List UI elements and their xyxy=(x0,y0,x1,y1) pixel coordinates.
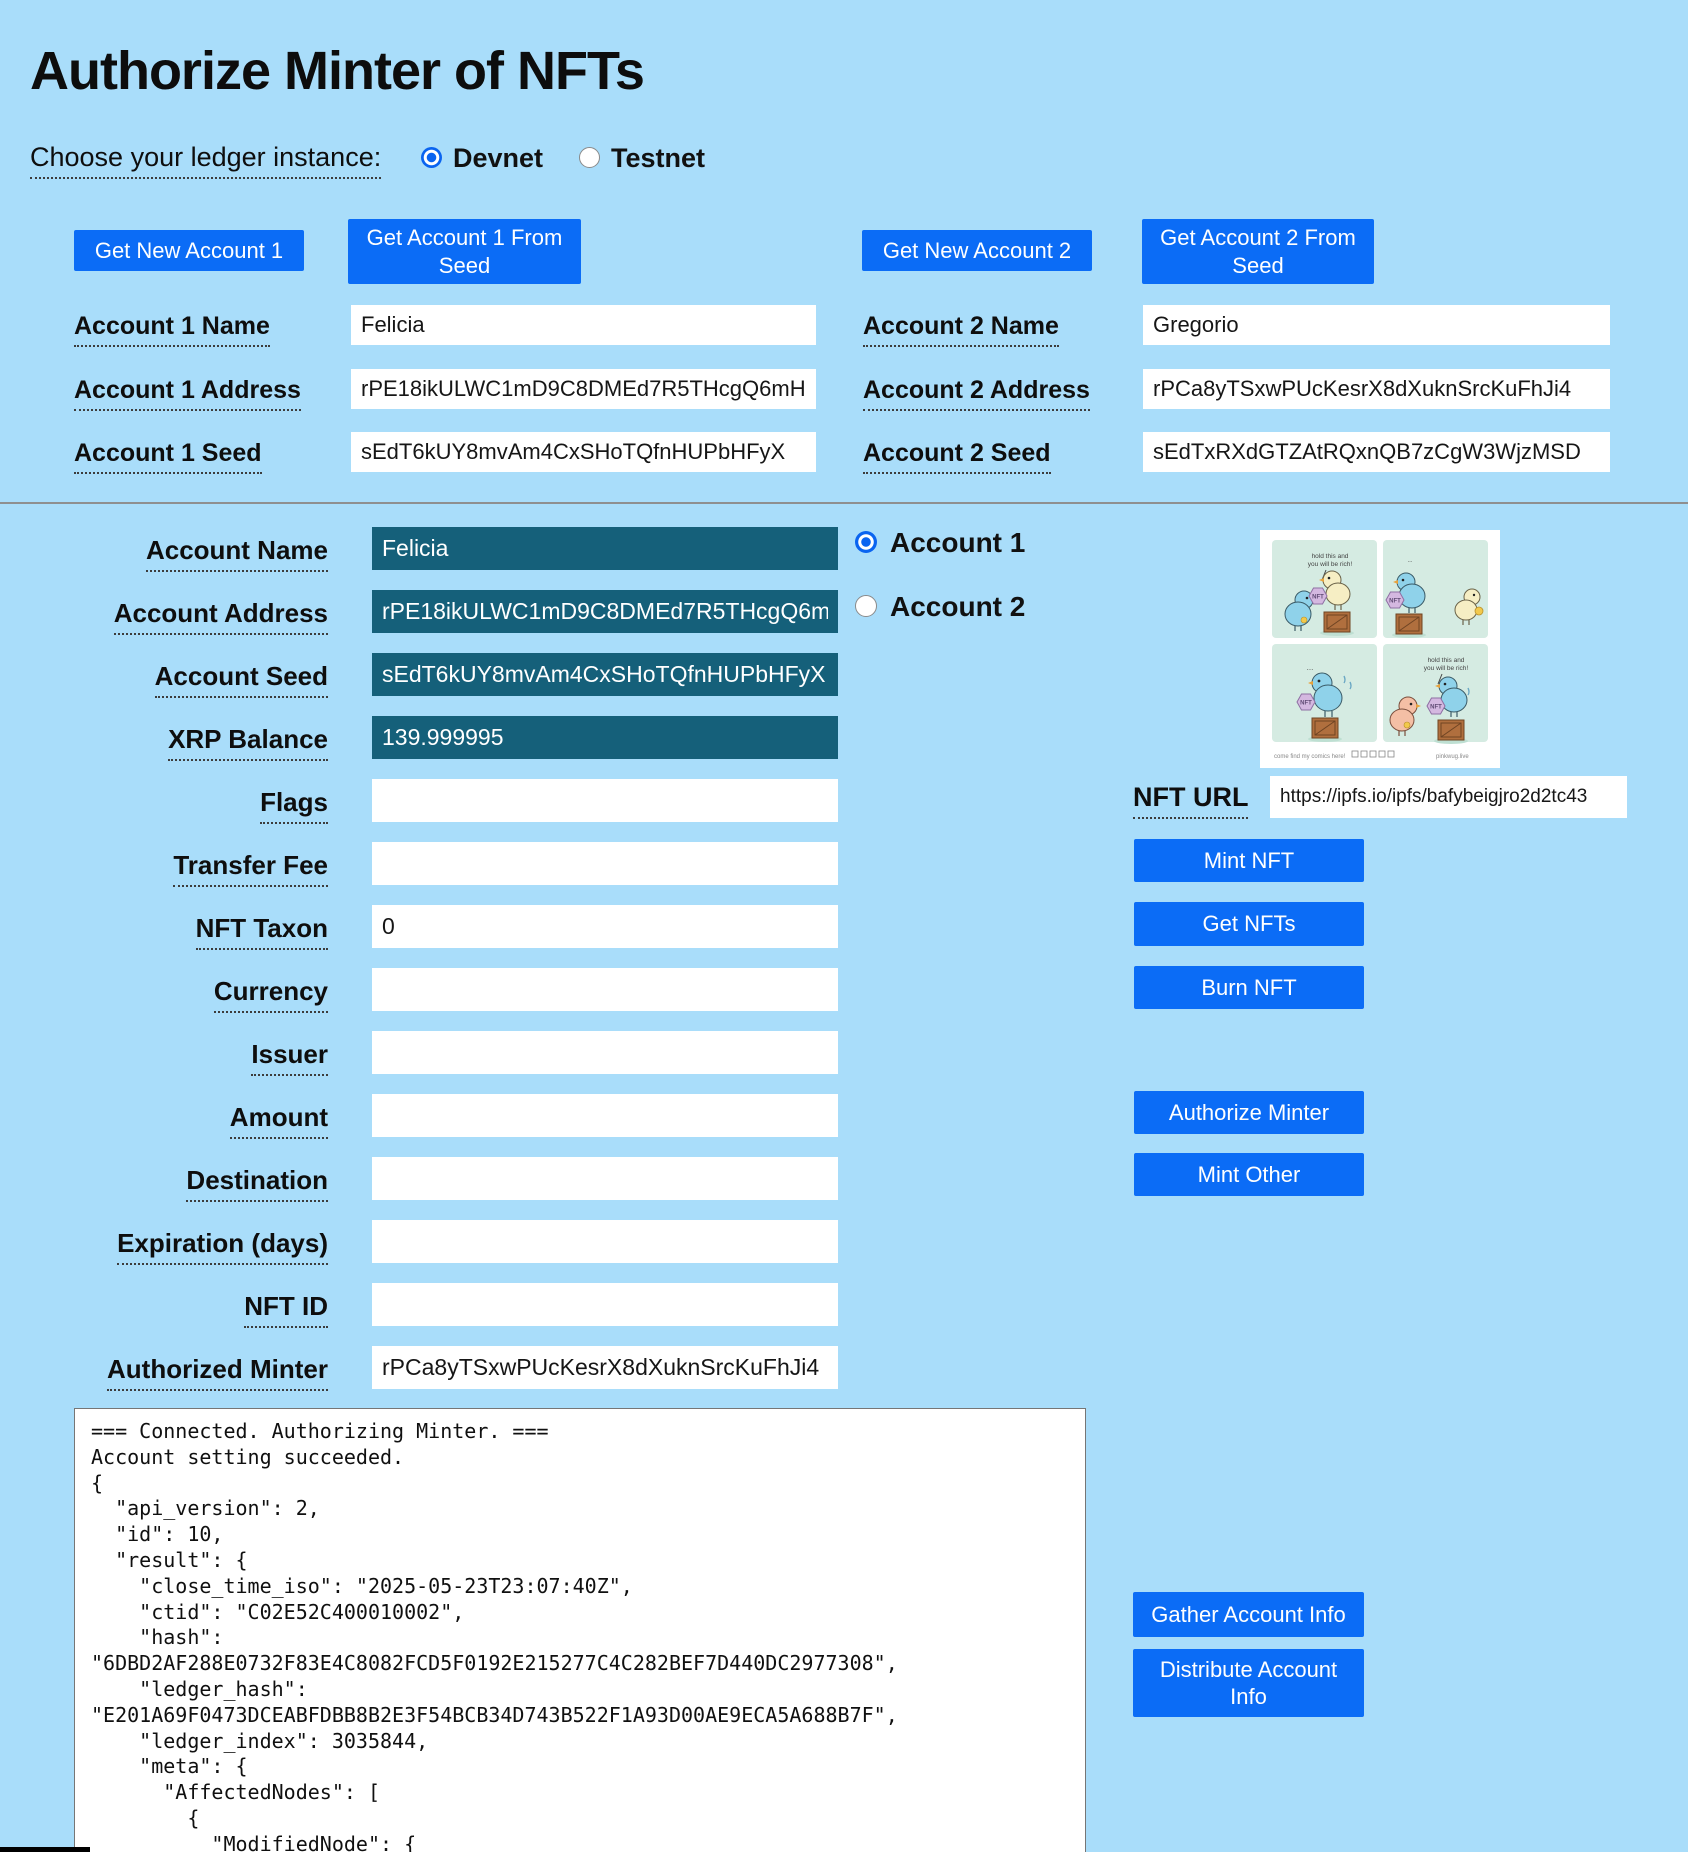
account-2-seed-label-wrap xyxy=(863,439,1051,474)
nft-tag-icon xyxy=(1309,588,1327,604)
account-2-name-input[interactable] xyxy=(1143,305,1610,345)
account-1-name-label-wrap xyxy=(74,312,270,347)
account-1-name-label: Account 1 Name xyxy=(74,312,270,347)
get-account-2-from-seed-button[interactable]: Get Account 2 From Seed xyxy=(1142,219,1374,284)
account-1-address-input[interactable] xyxy=(351,369,816,409)
ledger-devnet-label: Devnet xyxy=(453,143,544,173)
svg-text:hold this and: hold this and xyxy=(1427,657,1465,664)
nft-url-label-wrap xyxy=(1133,782,1248,819)
account-1-address-label-wrap xyxy=(74,376,301,411)
flags-input[interactable] xyxy=(372,779,838,822)
account-2-seed-input[interactable] xyxy=(1143,432,1610,472)
authorized-minter-label-wrap xyxy=(40,1354,328,1391)
nft-taxon-label: NFT Taxon xyxy=(196,913,328,950)
svg-text:..: .. xyxy=(1407,555,1413,564)
account-1-name-input[interactable] xyxy=(351,305,816,345)
account-address-label-wrap xyxy=(40,598,328,635)
transfer-fee-label-wrap xyxy=(40,850,328,887)
xrp-balance-input[interactable] xyxy=(372,716,838,759)
account-1-radio-label: Account 1 xyxy=(890,527,1026,558)
account-1-seed-label: Account 1 Seed xyxy=(74,439,262,474)
amount-label: Amount xyxy=(230,1102,328,1139)
authorize-minter-button[interactable]: Authorize Minter xyxy=(1134,1091,1364,1134)
get-new-account-1-button[interactable]: Get New Account 1 xyxy=(74,230,304,271)
page-title: Authorize Minter of NFTs xyxy=(30,41,644,101)
account-2-seed-label: Account 2 Seed xyxy=(863,439,1051,474)
authorized-minter-label: Authorized Minter xyxy=(107,1354,328,1391)
account-1-seed-label-wrap xyxy=(74,439,262,474)
transfer-fee-input[interactable] xyxy=(372,842,838,885)
mint-other-button[interactable]: Mint Other xyxy=(1134,1153,1364,1196)
account-2-radio-label: Account 2 xyxy=(890,591,1026,622)
ledger-testnet-radio[interactable] xyxy=(579,147,600,168)
burn-nft-button[interactable]: Burn NFT xyxy=(1134,966,1364,1009)
nft-taxon-label-wrap xyxy=(40,913,328,950)
amount-label-wrap xyxy=(40,1102,328,1139)
svg-text:pinkwug.live: pinkwug.live xyxy=(1436,754,1469,760)
crate-icon xyxy=(1308,718,1342,742)
ledger-devnet-radio[interactable] xyxy=(421,147,442,168)
account-2-name-label-wrap xyxy=(863,312,1059,347)
mint-nft-button[interactable]: Mint NFT xyxy=(1134,839,1364,882)
account-1-seed-input[interactable] xyxy=(351,432,816,472)
svg-text:hold this and: hold this and xyxy=(1311,553,1349,560)
svg-text:you will be rich!: you will be rich! xyxy=(1423,665,1469,672)
authorized-minter-input[interactable] xyxy=(372,1346,838,1389)
nft-id-input[interactable] xyxy=(372,1283,838,1326)
account-2-address-label: Account 2 Address xyxy=(863,376,1090,411)
account-2-name-label: Account 2 Name xyxy=(863,312,1059,347)
gather-account-info-button[interactable]: Gather Account Info xyxy=(1133,1592,1364,1637)
section-divider xyxy=(0,502,1688,504)
svg-text:NFT: NFT xyxy=(1430,704,1442,711)
nft-id-label-wrap xyxy=(40,1291,328,1328)
nft-tag-icon xyxy=(1386,592,1404,608)
svg-text:NFT: NFT xyxy=(1300,700,1312,707)
ledger-testnet-label: Testnet xyxy=(611,143,706,173)
get-new-account-2-button[interactable]: Get New Account 2 xyxy=(862,230,1092,271)
svg-text:NFT: NFT xyxy=(1312,594,1324,601)
flags-label: Flags xyxy=(260,787,328,824)
account-name-input[interactable] xyxy=(372,527,838,570)
expiration-label: Expiration (days) xyxy=(117,1228,328,1265)
nft-tag-icon xyxy=(1297,694,1315,710)
flags-label-wrap xyxy=(40,787,328,824)
amount-input[interactable] xyxy=(372,1094,838,1137)
account-2-address-label-wrap xyxy=(863,376,1090,411)
destination-input[interactable] xyxy=(372,1157,838,1200)
svg-text:come find my comics here!: come find my comics here! xyxy=(1274,754,1346,760)
svg-text:...: ... xyxy=(1306,663,1314,672)
partial-bottom-element xyxy=(0,1847,90,1852)
ledger-chooser xyxy=(30,142,381,179)
currency-input[interactable] xyxy=(372,968,838,1011)
xrp-balance-label-wrap xyxy=(40,724,328,761)
nft-id-label: NFT ID xyxy=(244,1291,328,1328)
account-2-address-input[interactable] xyxy=(1143,369,1610,409)
xrp-balance-label: XRP Balance xyxy=(168,724,328,761)
transfer-fee-label: Transfer Fee xyxy=(173,850,328,887)
issuer-input[interactable] xyxy=(372,1031,838,1074)
account-name-label: Account Name xyxy=(146,535,328,572)
get-nfts-button[interactable]: Get NFTs xyxy=(1134,902,1364,946)
issuer-label: Issuer xyxy=(251,1039,328,1076)
crate-icon xyxy=(1392,614,1426,638)
account-seed-input[interactable] xyxy=(372,653,838,696)
expiration-label-wrap xyxy=(40,1228,328,1265)
issuer-label-wrap xyxy=(40,1039,328,1076)
nft-tag-icon xyxy=(1427,698,1445,714)
currency-label: Currency xyxy=(214,976,328,1013)
ledger-chooser-label: Choose your ledger instance: xyxy=(30,142,381,179)
account-1-address-label: Account 1 Address xyxy=(74,376,301,411)
account-2-radio[interactable] xyxy=(855,595,877,617)
nft-url-input[interactable] xyxy=(1270,776,1627,818)
nft-url-label: NFT URL xyxy=(1133,782,1248,819)
svg-text:NFT: NFT xyxy=(1389,598,1401,605)
account-seed-label: Account Seed xyxy=(155,661,328,698)
get-account-1-from-seed-button[interactable]: Get Account 1 From Seed xyxy=(348,219,581,284)
account-address-input[interactable] xyxy=(372,590,838,633)
destination-label-wrap xyxy=(40,1165,328,1202)
destination-label: Destination xyxy=(186,1165,328,1202)
account-seed-label-wrap xyxy=(40,661,328,698)
expiration-input[interactable] xyxy=(372,1220,838,1263)
nft-taxon-input[interactable] xyxy=(372,905,838,948)
distribute-account-info-button[interactable]: Distribute Account Info xyxy=(1133,1649,1364,1717)
svg-text:you will be rich!: you will be rich! xyxy=(1307,561,1353,568)
currency-label-wrap xyxy=(40,976,328,1013)
crate-icon xyxy=(1320,612,1354,636)
results-textarea[interactable] xyxy=(74,1408,1086,1852)
account-1-radio[interactable] xyxy=(855,531,877,553)
nft-comic-image xyxy=(1260,530,1500,768)
crate-icon xyxy=(1434,720,1468,744)
account-address-label: Account Address xyxy=(114,598,328,635)
account-name-label-wrap xyxy=(40,535,328,572)
